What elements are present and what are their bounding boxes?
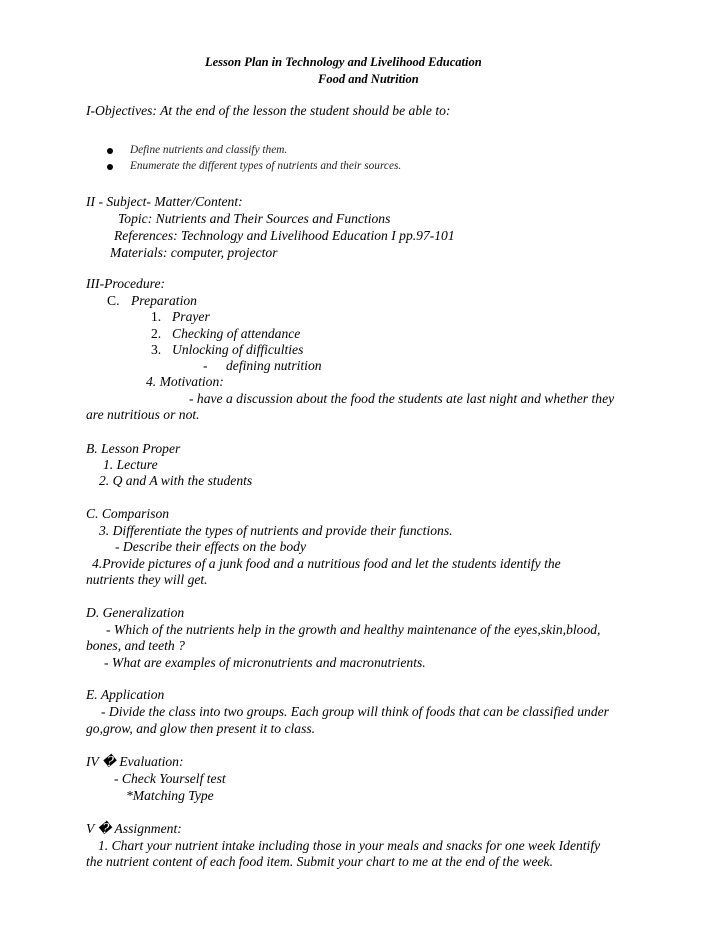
evaluation-heading: IV � Evaluation:	[86, 754, 184, 769]
comparison-text: nutrients they will get.	[86, 572, 208, 587]
generalization-text: - Which of the nutrients help in the growth and healthy maintenance of the eyes,skin,blood,	[106, 622, 601, 637]
assignment-text: the nutrient content of each food item. Submit your chart to me at the end of the week.	[86, 854, 553, 869]
step-number: 2.	[151, 326, 162, 341]
step-number: 3.	[151, 342, 162, 357]
evaluation-text: - Check Yourself test	[114, 771, 226, 786]
comparison-text: 3. Differentiate the types of nutrients and provide their functions.	[99, 523, 453, 538]
generalization-heading: D. Generalization	[86, 605, 185, 620]
lesson-proper-heading: B. Lesson Proper	[86, 441, 181, 456]
step-number: 1.	[151, 309, 162, 324]
motivation-text: - have a discussion about the food the students ate last night and whether they	[189, 391, 615, 406]
subject-matter-heading: II - Subject- Matter/Content:	[86, 194, 243, 209]
application-heading: E. Application	[86, 687, 165, 702]
bullet-icon	[107, 148, 113, 154]
comparison-text: 4.Provide pictures of a junk food and a nutritious food and let the students identify the	[92, 556, 561, 571]
step-text: Checking of attendance	[172, 326, 301, 341]
step-text: Unlocking of difficulties	[172, 342, 304, 357]
subject-materials: Materials: computer, projector	[110, 245, 278, 260]
comparison-text: - Describe their effects on the body	[115, 539, 307, 554]
objective-item: Define nutrients and classify them.	[130, 144, 288, 156]
bullet-icon	[107, 164, 113, 170]
generalization-text: bones, and teeth ?	[86, 638, 185, 653]
evaluation-text: *Matching Type	[126, 788, 214, 803]
sub-item-text: defining nutrition	[226, 358, 322, 373]
lesson-proper-item: 1. Lecture	[103, 457, 158, 472]
document-title: Lesson Plan in Technology and Livelihood Education	[205, 55, 482, 69]
generalization-text: - What are examples of micronutrients and macronutrients.	[104, 655, 426, 670]
objective-item: Enumerate the different types of nutrients and their sources.	[130, 160, 402, 172]
subject-topic: Topic: Nutrients and Their Sources and Functions	[118, 211, 391, 226]
subject-references: References: Technology and Livelihood Education I pp.97-101	[114, 228, 455, 243]
application-text: go,grow, and glow then present it to class.	[86, 721, 316, 736]
step-text: Prayer	[172, 309, 210, 324]
motivation-text-continued: are nutritious or not.	[86, 407, 200, 422]
assignment-text: 1. Chart your nutrient intake including those in your meals and snacks for one week Identify	[98, 838, 601, 853]
objectives-heading: I-Objectives: At the end of the lesson the student should be able to:	[86, 103, 451, 118]
document-subtitle: Food and Nutrition	[318, 72, 419, 86]
assignment-heading: V � Assignment:	[86, 821, 182, 836]
application-text: - Divide the class into two groups. Each group will think of foods that can be classified under	[101, 704, 609, 719]
motivation-heading: 4. Motivation:	[146, 374, 224, 389]
preparation-marker: C.	[107, 293, 120, 308]
preparation-label: Preparation	[131, 293, 197, 308]
sub-item-dash: -	[203, 358, 208, 373]
lesson-proper-item: 2. Q and A with the students	[99, 473, 253, 488]
procedure-heading: III-Procedure:	[86, 276, 165, 291]
comparison-heading: C. Comparison	[86, 506, 170, 521]
